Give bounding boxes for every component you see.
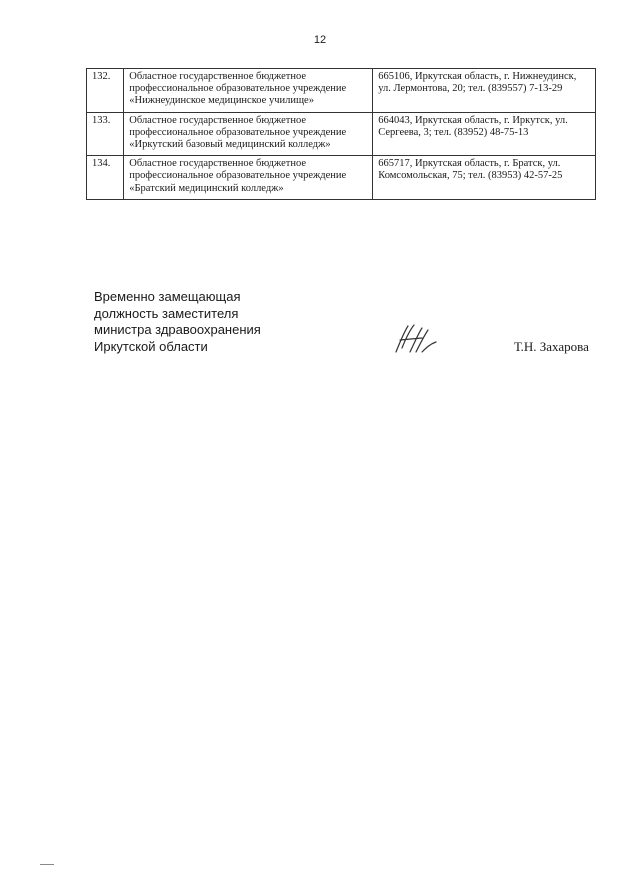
signer-name: Т.Н. Захарова	[514, 339, 589, 354]
institution-address: 665717, Иркутская область, г. Братск, ул. Комсомольская, 75; тел. (83953) 42-57-25	[373, 156, 596, 200]
institution-name: Областное государственное бюджетное профессиональное образовательное учреждение «Иркутский базовый медицинский колледж»	[124, 112, 373, 156]
institutions-table	[86, 68, 596, 200]
signatory-title-line: Временно замещающая	[94, 289, 241, 304]
institution-address: 665106, Иркутская область, г. Нижнеудинск, ул. Лермонтова, 20; тел. (839557) 7-13-29	[373, 69, 596, 113]
institution-address: 664043, Иркутская область, г. Иркутск, ул. Сергеева, 3; тел. (83952) 48-75-13	[373, 112, 596, 156]
institution-name: Областное государственное бюджетное профессиональное образовательное учреждение «Нижнеудинское медицинское училище»	[124, 69, 373, 113]
row-number: 133.	[87, 112, 124, 156]
table-row	[87, 156, 596, 200]
row-number: 134.	[87, 156, 124, 200]
page-number: 12	[313, 34, 327, 46]
handwritten-signature	[392, 322, 440, 358]
signatory-title-line: министра здравоохранения	[94, 322, 261, 337]
signatory-title-line: должность заместителя	[94, 305, 239, 321]
institution-name: Областное государственное бюджетное профессиональное образовательное учреждение «Братский медицинский колледж»	[124, 156, 373, 200]
footer-divider	[40, 864, 54, 865]
signatory-title-line: Иркутской области	[94, 338, 208, 354]
row-number: 132.	[87, 69, 124, 113]
table-row	[87, 112, 596, 156]
table-row	[87, 69, 596, 113]
signatory-title	[94, 289, 261, 355]
